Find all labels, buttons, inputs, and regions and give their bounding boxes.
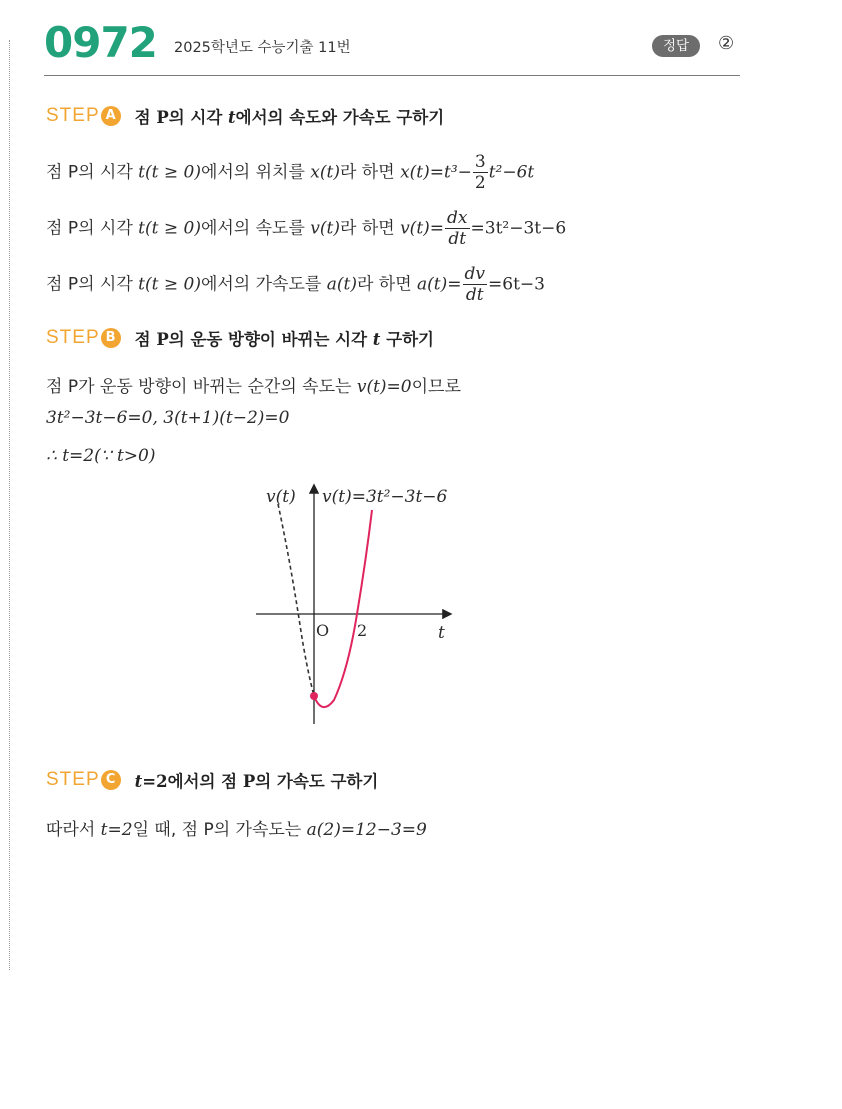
acceleration-equation-line: 점 P의 시각 t(t ≥ 0)에서의 가속도를 a(t)라 하면 a(t)= $\frac{dv}{dt}$ =6t−3 — [46, 264, 545, 305]
dashed-curve — [278, 504, 314, 696]
velocity-equation-line: 점 P의 시각 t(t ≥ 0)에서의 속도를 v(t)라 하면 v(t)= $\frac{dx}{dt}$ =3t²−3t−6 — [46, 208, 567, 249]
x-axis-label: t — [438, 623, 445, 643]
step-c-title: t=2에서의 점 P의 가속도 구하기 — [134, 772, 379, 791]
answer-value: ② — [718, 33, 735, 54]
step-letter-badge: A — [101, 106, 121, 126]
curve-label: v(t)=3t²−3t−6 — [322, 487, 448, 507]
step-c-heading — [46, 768, 378, 792]
fraction-dv-dt: $\frac{dv}{dt}$ — [464, 264, 486, 305]
step-a-title: 점 P의 시각 t에서의 속도와 가속도 구하기 — [134, 108, 445, 127]
question-source: 2025학년도 수능기출 11번 — [174, 40, 351, 56]
start-point — [310, 692, 318, 700]
step-label: STEP — [46, 327, 100, 348]
answer-badge: 정답 — [652, 35, 700, 57]
step-letter-badge: B — [101, 328, 121, 348]
root-label: 2 — [357, 621, 368, 640]
velocity-curve — [314, 510, 372, 707]
fraction-dx-dt: $\frac{dx}{dt}$ — [447, 208, 468, 249]
position-equation-line: 점 P의 시각 t(t ≥ 0)에서의 위치를 x(t)라 하면 x(t)=t³− $\frac{3}{2}$ t²−6t — [46, 152, 535, 193]
step-label: STEP — [46, 769, 100, 790]
fraction-three-halves: $\frac{3}{2}$ — [474, 152, 486, 193]
final-answer-line: 따라서 t=2일 때, 점 P의 가속도는 a(2)=12−3=9 — [46, 820, 427, 840]
question-number: 0972 — [44, 18, 157, 67]
conclusion-line: ∴ t=2(∵ t>0) — [46, 446, 156, 466]
step-letter-badge: C — [101, 770, 121, 790]
factor-equation-line: 3t²−3t−6=0, 3(t+1)(t−2)=0 — [46, 408, 290, 428]
step-b-title: 점 P의 운동 방향이 바뀌는 시각 t 구하기 — [134, 330, 434, 349]
origin-label: O — [316, 621, 330, 640]
y-axis-label: v(t) — [266, 487, 296, 507]
direction-change-line: 점 P가 운동 방향이 바뀌는 순간의 속도는 v(t)=0이므로 — [46, 377, 461, 397]
step-label: STEP — [46, 105, 100, 126]
